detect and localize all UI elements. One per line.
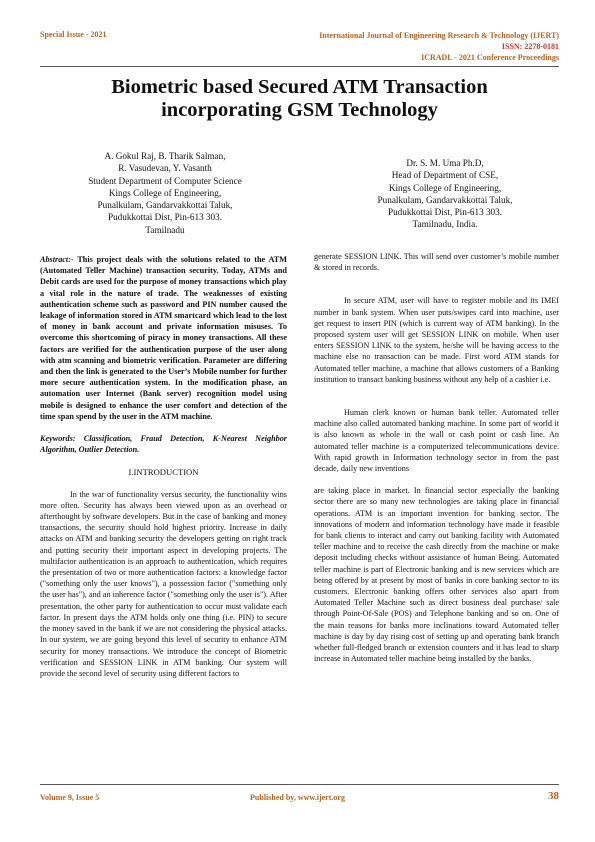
body-paragraph: generate SESSION LINK. This will send over customer’s mobile number & stored in records. — [314, 252, 559, 273]
author-line: Pudukkottai Dist, Pin-613 303. — [107, 212, 223, 223]
keywords-label: Keywords: — [40, 434, 76, 444]
header-journal-block — [319, 30, 559, 63]
author-line: Head of Department of CSE, — [391, 170, 499, 181]
author-line: Tamilnadu — [145, 224, 185, 235]
paper-title — [40, 76, 559, 122]
left-column — [40, 254, 287, 679]
abstract-label: Abstract:- — [40, 255, 74, 264]
author-line: Punalkulam, Gandarvakkottai Taluk, — [97, 200, 233, 211]
body-paragraph: In the war of functionality versus security, the functionality wins more often. Security has always been viewed upon as an overhead or afterthought by software developers. But in the case of banking and money transactions, the security should hold highest priority. Increase in daily attacks on ATM and banking security the developers getting on right track and putting security their important aspect in developing projects. The multifactor authentication is an approach to authentication, which requires the presentation of two or more authentication factors: a knowledge factor ("something only the user knows"), a possession factor ("something only the user has"), and an inherence factor ("something only the user is"). After presentation, the other party for authentication to occur must validate each factor. In present days the ATM holds only one thing (i.e. PIN) to secure the money saved in the bank if we are not considering the physical attacks. In our system, we are going beyond this level of security to enhance ATM security for money transactions. We introduce the concept of Biometric verification and SESSION LINK in ATM banking. Our system will provide the second level of security using different factors to — [40, 489, 287, 678]
body-paragraph: Human clerk known or human bank teller. Automated teller machine also called automated banking machine. In some part of world it is also known as whole in the wall or cash point or cash line. An automated teller machine is a computerized telecommunications device. With rapid growth in Information technology sector in from the past decade, daily new inventions — [314, 408, 559, 474]
footer-volume: Volume 9, Issue 5 — [40, 793, 100, 802]
authors-right — [345, 157, 545, 231]
section-heading-introduction: I.INTRODUCTION — [128, 467, 199, 478]
author-line: Punalkulam, Gandarvakkottai Taluk, — [377, 194, 513, 205]
author-line: Kings College of Engineering, — [388, 182, 502, 193]
paper-title-line-2: incorporating GSM Technology — [161, 99, 438, 121]
author-line: Dr. S. M. Uma Ph.D, — [406, 158, 484, 168]
author-line: A. Gokul Raj, B. Tharik Salman, — [104, 151, 226, 161]
header-journal: International Journal of Engineering Research & Technology (IJERT) — [319, 31, 559, 40]
authors-left — [70, 150, 260, 236]
header-rule — [40, 66, 559, 67]
header-issn: ISSN: 2278-0181 — [501, 42, 559, 51]
keywords — [40, 433, 287, 455]
footer-publisher: Published by, www.ijert.org — [250, 793, 345, 802]
author-line: Tamilnadu, India. — [412, 219, 478, 230]
author-line: Student Department of Computer Science — [88, 175, 242, 186]
author-line: R. Vasudevan, Y. Vasanth — [118, 163, 212, 174]
page-number: 38 — [548, 790, 559, 802]
right-column — [314, 251, 559, 665]
abstract-text: This project deals with the solutions related to the ATM (Automated Teller Machine) transaction security. Today, ATMs and Debit cards are used for the purpose of money transactions which play a vital role in the nature of trade. The weaknesses of existing authentication scheme such as password and PIN number caused the leakage of information stored in ATM smartcard which lead to the lost of money in bank account and private information misuses. To overcome this shortcoming of piracy in money transactions. All these factors are verified for the authentication purpose of the user along with atm scanning and biometric verification. Parameter are differing and then the link is generated to the User’s Mobile number for further more secure authentication system. In the modification phase, an automation user Internet (Bank server) recognition model using mobile is designed to enhance the user comfort and detection of the time span spend by the user in the ATM machine. — [40, 255, 287, 421]
paper-title-line-1: Biometric based Secured ATM Transaction — [111, 76, 488, 98]
author-line: Pudukkottai Dist, Pin-613 303. — [387, 207, 503, 218]
header-conference: ICRADL - 2021 Conference Proceedings — [421, 53, 559, 62]
author-line: Kings College of Engineering, — [108, 187, 222, 198]
body-paragraph: are taking place in market. In financial sector especially the banking sector there are so many new technologies are taking place in financial operations. ATM is an important invention for banking sector. The innovations of modern and information technology have made it feasible for bank clients to interact and carry out banking facility with Automated teller machine and to receive the cash directly from the machine or make deposit including checks without assistance of human Being. Automated teller machine is part of Electronic banking and is new services which are being offered by at present by most of banks in core banking sector to its customers. Electronic banking offers other services also apart from Automated Teller Machine such as direct business deal purchase/ sale through Point-Of-Sale (POS) and Telephone banking and so on. One of the main reasons for banks more inclinations toward Automated teller machine is day by day rising cost of setting up and operating bank branch whether full-fledged branch or extension counters and it has lead to sharp increase in Automated teller machine being installed by the banks. — [314, 486, 559, 664]
header-issue: Special Issue - 2021 — [40, 30, 107, 39]
footer-rule — [40, 784, 559, 785]
body-paragraph: In secure ATM, user will have to register mobile and its IMEI number in bank system. When user puts/swipes card into machine, user get request to insert PIN (which is current way of ATM banking). In the proposed system user will get SESSION LINK on mobile. When user enters SESSION LINK to the system, he/she will be having access to the machine else no transaction can be made. First word ATM stands for Automated teller machine, a machine that allows customers of a Banking institution to transact banking business without any help of a cashier i.e. — [314, 296, 559, 384]
abstract — [40, 254, 287, 422]
keywords-text: Classification, Fraud Detection, K-Nearest Neighbor Algorithm, Outlier Detection. — [40, 434, 287, 455]
